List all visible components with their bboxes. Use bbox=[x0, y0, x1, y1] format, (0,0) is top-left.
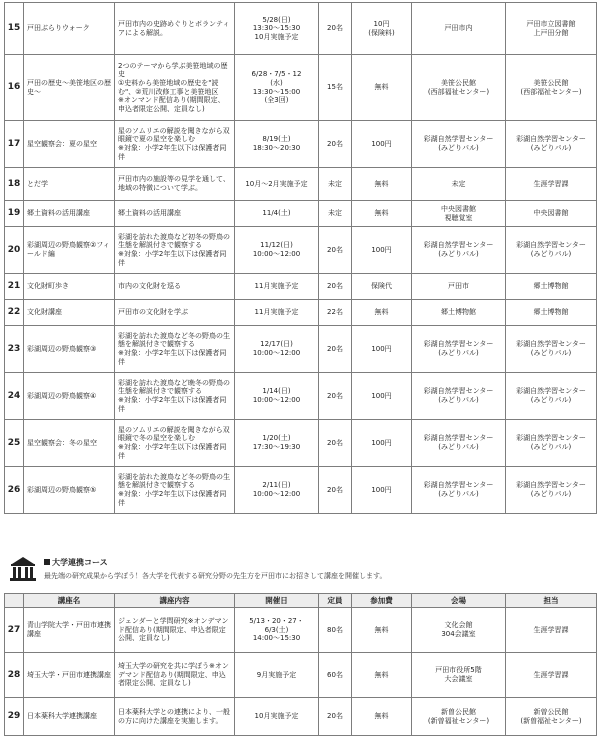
course-fee-text: 10円 (保険料) bbox=[368, 19, 395, 37]
table-row bbox=[5, 420, 597, 467]
row-number-text: 23 bbox=[7, 343, 21, 354]
row-number bbox=[5, 420, 24, 467]
course-fee bbox=[352, 326, 412, 373]
course-content bbox=[115, 698, 235, 736]
course-fee bbox=[352, 201, 412, 227]
course-content bbox=[115, 373, 235, 420]
course-capacity bbox=[319, 201, 352, 227]
course-venue bbox=[412, 373, 506, 420]
row-number-text: 19 bbox=[7, 208, 21, 219]
course-organizer bbox=[506, 467, 597, 514]
table-row bbox=[5, 201, 597, 227]
course-date-text: 11/4(土) bbox=[262, 209, 291, 218]
row-number bbox=[5, 201, 24, 227]
course-venue bbox=[412, 121, 506, 168]
course-title-text: 彩湖周辺の野鳥観察③ bbox=[27, 344, 97, 353]
course-content-text: 星のソムリエの解説を聞きながら双眼鏡で冬の星空を楽しむ ※対象：小学2年生以下は保護者同伴 bbox=[118, 425, 230, 460]
row-number bbox=[5, 168, 24, 201]
table-row bbox=[5, 3, 597, 55]
row-number-text: 29 bbox=[7, 711, 21, 722]
course-organizer bbox=[506, 420, 597, 467]
table-row bbox=[5, 121, 597, 168]
course-fee bbox=[352, 168, 412, 201]
course-capacity-text: 15名 bbox=[327, 83, 343, 92]
course-date-text: 2/11(日) 10:00～12:00 bbox=[252, 481, 301, 498]
course-organizer bbox=[506, 653, 597, 698]
course-organizer bbox=[506, 698, 597, 736]
row-number-text: 27 bbox=[7, 624, 21, 635]
course-title-text: 文化財町歩き bbox=[27, 282, 69, 291]
course-organizer bbox=[506, 121, 597, 168]
course-date-text: 10月実施予定 bbox=[254, 712, 299, 721]
course-organizer bbox=[506, 201, 597, 227]
course-content-text: 戸田市の文化財を学ぶ bbox=[118, 308, 188, 317]
course-date-text: 9月実施予定 bbox=[256, 670, 297, 679]
course-capacity bbox=[319, 467, 352, 514]
row-number bbox=[5, 3, 24, 55]
course-capacity bbox=[319, 300, 352, 326]
course-date-text: 11月実施予定 bbox=[254, 308, 299, 317]
table-header-row bbox=[5, 594, 597, 608]
course-date-text: 5/13・20・27・ 6/3(土) 14:00～15:30 bbox=[249, 617, 304, 643]
course-organizer-text: 生涯学習課 bbox=[533, 179, 569, 188]
header-fee: 参加費 bbox=[352, 594, 412, 608]
course-title bbox=[24, 168, 115, 201]
course-content-text: ジェンダーと学問研究※オンデマンド配信あり(期間限定、申込者限定公開、定員なし) bbox=[118, 617, 229, 643]
header-title: 講座名 bbox=[24, 594, 115, 608]
course-fee bbox=[352, 373, 412, 420]
course-content bbox=[115, 300, 235, 326]
course-title bbox=[24, 698, 115, 736]
course-venue bbox=[412, 326, 506, 373]
row-number bbox=[5, 274, 24, 300]
course-venue-text: 彩湖自然学習センター (みどりパル) bbox=[423, 481, 494, 498]
course-capacity-text: 20名 bbox=[327, 344, 343, 353]
course-fee-text: 100円 bbox=[371, 139, 392, 148]
course-organizer bbox=[506, 608, 597, 653]
course-venue-text: 文化会館 304会議室 bbox=[441, 621, 476, 638]
course-title bbox=[24, 227, 115, 274]
course-capacity bbox=[319, 121, 352, 168]
table-row bbox=[5, 227, 597, 274]
course-venue bbox=[412, 300, 506, 326]
course-fee-text: 無料 bbox=[374, 83, 389, 92]
course-content bbox=[115, 3, 235, 55]
course-content bbox=[115, 467, 235, 514]
course-venue bbox=[412, 608, 506, 653]
course-venue-text: 中央図書館 視聴覚室 bbox=[441, 204, 476, 222]
course-organizer bbox=[506, 300, 597, 326]
row-number-text: 25 bbox=[7, 437, 21, 448]
row-number-text: 17 bbox=[7, 138, 21, 149]
course-organizer-text: 美笹公民館 (西部福祉センター) bbox=[520, 78, 582, 96]
course-venue bbox=[412, 168, 506, 201]
header-capacity: 定員 bbox=[319, 594, 352, 608]
course-venue bbox=[412, 201, 506, 227]
course-title bbox=[24, 467, 115, 514]
course-venue-text: 新曽公民館 (新曽福祉センター) bbox=[427, 707, 490, 725]
row-number bbox=[5, 373, 24, 420]
row-number bbox=[5, 326, 24, 373]
course-title bbox=[24, 326, 115, 373]
course-content bbox=[115, 227, 235, 274]
course-date-text: 10月～2月実施予定 bbox=[245, 179, 308, 188]
course-date bbox=[235, 608, 319, 653]
course-capacity bbox=[319, 420, 352, 467]
course-capacity bbox=[319, 608, 352, 653]
course-organizer bbox=[506, 274, 597, 300]
course-fee-text: 無料 bbox=[374, 712, 389, 721]
course-capacity-text: 未定 bbox=[328, 209, 342, 218]
course-content bbox=[115, 168, 235, 201]
course-date bbox=[235, 420, 319, 467]
course-date bbox=[235, 168, 319, 201]
course-title bbox=[24, 201, 115, 227]
course-date bbox=[235, 300, 319, 326]
row-number-text: 20 bbox=[7, 244, 21, 255]
course-organizer-text: 彩湖自然学習センター (みどりパル) bbox=[516, 481, 586, 498]
row-number-text: 18 bbox=[7, 178, 21, 189]
row-number bbox=[5, 121, 24, 168]
course-content-text: 彩湖を訪れた渡鳥など初冬の野鳥の生態を解説付きで観察する ※対象：小学2年生以下は保護者同伴 bbox=[118, 232, 230, 267]
course-fee bbox=[352, 698, 412, 736]
course-fee bbox=[352, 300, 412, 326]
course-capacity-text: 未定 bbox=[328, 179, 342, 188]
course-date bbox=[235, 274, 319, 300]
course-content bbox=[115, 653, 235, 698]
course-content bbox=[115, 326, 235, 373]
course-title bbox=[24, 274, 115, 300]
course-content-text: 戸田市内の施設等の見学を通して、地域の特徴について学ぶ。 bbox=[118, 175, 230, 192]
course-capacity-text: 22名 bbox=[327, 308, 343, 317]
university-course-table bbox=[4, 593, 597, 736]
course-fee bbox=[352, 608, 412, 653]
course-date bbox=[235, 121, 319, 168]
row-number bbox=[5, 55, 24, 121]
course-organizer-text: 生涯学習課 bbox=[533, 625, 569, 634]
row-number-text: 24 bbox=[7, 390, 21, 401]
course-title bbox=[24, 653, 115, 698]
course-organizer-text: 郷土博物館 bbox=[533, 308, 569, 317]
course-table bbox=[4, 2, 597, 514]
section-description: 最先端の研究成果から学ぼう！各大学を代表する研究分野の先生方を戸田市にお招きして講座を開催します。 bbox=[44, 572, 387, 580]
course-capacity-text: 80名 bbox=[327, 625, 343, 634]
course-organizer-text: 彩湖自然学習センター (みどりパル) bbox=[516, 387, 586, 404]
course-title bbox=[24, 608, 115, 653]
course-content-text: 戸田市内の史跡めぐりとボランティアによる解説。 bbox=[118, 19, 230, 37]
course-organizer-text: 新曽公民館 (新曽福祉センター) bbox=[520, 707, 582, 725]
course-capacity-text: 20名 bbox=[327, 485, 343, 494]
course-capacity bbox=[319, 168, 352, 201]
course-capacity-text: 60名 bbox=[327, 670, 343, 679]
course-organizer-text: 中央図書館 bbox=[533, 209, 569, 218]
course-content bbox=[115, 55, 235, 121]
course-capacity bbox=[319, 3, 352, 55]
course-fee-text: 無料 bbox=[374, 308, 389, 317]
course-content-text: 彩湖を訪れた渡鳥など冬の野鳥の生態を解説付きで観察する ※対象：小学2年生以下は保護者同伴 bbox=[118, 472, 230, 507]
course-fee bbox=[352, 653, 412, 698]
course-title-text: 戸田ぶらりウォーク bbox=[27, 24, 90, 33]
course-fee bbox=[352, 467, 412, 514]
course-venue-text: 彩湖自然学習センター (みどりパル) bbox=[423, 434, 494, 451]
course-capacity bbox=[319, 373, 352, 420]
course-fee-text: 無料 bbox=[374, 625, 389, 634]
course-capacity bbox=[319, 227, 352, 274]
course-fee-text: 100円 bbox=[371, 391, 392, 400]
course-title-text: とだ学 bbox=[27, 179, 48, 188]
row-number bbox=[5, 467, 24, 514]
course-date-text: 11/12(日) 10:00～12:00 bbox=[252, 241, 301, 258]
course-title-text: 郷土資料の活用講座 bbox=[27, 209, 90, 218]
course-content bbox=[115, 201, 235, 227]
course-venue-text: 彩湖自然学習センター (みどりパル) bbox=[423, 340, 494, 357]
course-fee-text: 無料 bbox=[374, 670, 389, 679]
course-capacity bbox=[319, 274, 352, 300]
course-venue bbox=[412, 698, 506, 736]
course-venue-text: 戸田市 bbox=[448, 282, 469, 291]
course-content bbox=[115, 608, 235, 653]
course-date bbox=[235, 653, 319, 698]
course-title bbox=[24, 55, 115, 121]
course-date bbox=[235, 227, 319, 274]
course-date bbox=[235, 55, 319, 121]
course-content-text: 埼玉大学の研究を共に学ぼう※オンデマンド配信あり(期間限定、申込者限定公開、定員なし) bbox=[118, 662, 229, 688]
row-number bbox=[5, 653, 24, 698]
course-venue-text: 彩湖自然学習センター (みどりパル) bbox=[423, 387, 494, 404]
course-date-text: 5/28(日) 13:30～15:30 10月実施予定 bbox=[252, 15, 301, 41]
course-content bbox=[115, 420, 235, 467]
course-organizer bbox=[506, 55, 597, 121]
table-row bbox=[5, 300, 597, 326]
course-organizer-text: 彩湖自然学習センター (みどりパル) bbox=[516, 434, 586, 451]
course-venue bbox=[412, 55, 506, 121]
course-capacity bbox=[319, 326, 352, 373]
course-fee bbox=[352, 274, 412, 300]
course-fee bbox=[352, 121, 412, 168]
course-capacity bbox=[319, 653, 352, 698]
course-title-text: 彩湖周辺の野鳥観察②フィールド編 bbox=[27, 241, 110, 258]
course-date-text: 1/14(日) 10:00～12:00 bbox=[252, 387, 301, 404]
course-fee bbox=[352, 55, 412, 121]
course-date bbox=[235, 3, 319, 55]
course-fee-text: 無料 bbox=[374, 179, 389, 188]
course-capacity-text: 20名 bbox=[327, 282, 343, 291]
course-content-text: 日本薬科大学との連携により、一般の方に向けた講座を実施します。 bbox=[118, 707, 230, 725]
course-fee-text: 保険代 bbox=[371, 282, 392, 291]
course-capacity-text: 20名 bbox=[327, 391, 343, 400]
course-date-text: 12/17(日) 10:00～12:00 bbox=[252, 340, 301, 357]
course-date-text: 6/28・7/5・12 (水) 13:30～15:00 (全3回) bbox=[251, 70, 302, 105]
university-section-header bbox=[8, 553, 594, 589]
course-capacity-text: 20名 bbox=[327, 245, 343, 254]
course-capacity bbox=[319, 698, 352, 736]
course-organizer bbox=[506, 227, 597, 274]
row-number-text: 15 bbox=[7, 23, 21, 34]
header-venue: 会場 bbox=[412, 594, 506, 608]
course-venue-text: 戸田市内 bbox=[444, 24, 473, 33]
course-capacity-text: 20名 bbox=[327, 139, 343, 148]
header-organizer: 担当 bbox=[506, 594, 597, 608]
course-organizer bbox=[506, 3, 597, 55]
course-fee-text: 無料 bbox=[374, 209, 389, 218]
section-title: 大学連携コース bbox=[52, 558, 108, 567]
course-content-text: 2つのテーマから学ぶ美笹地域の歴史 ①史料から美笹地域の歴史を"読む"、②荒川改修工事と美笹地区 ※オンマンド配信あり(期間限定、申込者限定公開、定員なし) bbox=[118, 61, 228, 113]
table-row bbox=[5, 326, 597, 373]
course-date bbox=[235, 698, 319, 736]
course-date bbox=[235, 467, 319, 514]
course-organizer bbox=[506, 326, 597, 373]
course-organizer-text: 彩湖自然学習センター (みどりパル) bbox=[516, 135, 586, 152]
course-organizer-text: 戸田市立図書館 上戸田分館 bbox=[526, 19, 576, 37]
course-fee-text: 100円 bbox=[371, 438, 392, 447]
course-venue bbox=[412, 467, 506, 514]
course-fee-text: 100円 bbox=[371, 485, 392, 494]
course-title-text: 星空観察会：夏の星空 bbox=[27, 139, 97, 148]
course-title bbox=[24, 373, 115, 420]
course-date bbox=[235, 373, 319, 420]
course-date-text: 11月実施予定 bbox=[254, 282, 299, 291]
course-content bbox=[115, 121, 235, 168]
course-capacity-text: 20名 bbox=[327, 438, 343, 447]
course-organizer bbox=[506, 168, 597, 201]
course-fee-text: 100円 bbox=[371, 245, 392, 254]
course-capacity bbox=[319, 55, 352, 121]
course-date-text: 1/20(土) 17:30～19:30 bbox=[252, 434, 301, 451]
row-number bbox=[5, 300, 24, 326]
course-organizer-text: 郷土博物館 bbox=[533, 282, 569, 291]
course-title-text: 戸田の歴史～美笹地区の歴史～ bbox=[27, 78, 111, 96]
course-title-text: 彩湖周辺の野鳥観察⑤ bbox=[27, 485, 97, 494]
table-row bbox=[5, 698, 597, 736]
course-venue-text: 未定 bbox=[451, 179, 466, 188]
course-fee bbox=[352, 227, 412, 274]
row-number-text: 22 bbox=[7, 307, 21, 318]
table-row bbox=[5, 653, 597, 698]
row-number bbox=[5, 698, 24, 736]
course-title bbox=[24, 121, 115, 168]
course-content bbox=[115, 274, 235, 300]
course-date-text: 8/19(土) 18:30～20:30 bbox=[252, 135, 301, 152]
row-number-text: 21 bbox=[7, 281, 21, 292]
course-fee bbox=[352, 420, 412, 467]
course-content-text: 彩湖を訪れた渡鳥など晩冬の野鳥の生態を解説付きで観察する ※対象：小学2年生以下は保護者同伴 bbox=[118, 378, 230, 413]
course-title-text: 彩湖周辺の野鳥観察④ bbox=[27, 391, 97, 400]
row-number bbox=[5, 608, 24, 653]
header-date: 開催日 bbox=[235, 594, 319, 608]
course-organizer-text: 生涯学習課 bbox=[533, 670, 569, 679]
table-row bbox=[5, 467, 597, 514]
course-content-text: 郷土資料の活用講座 bbox=[118, 209, 181, 218]
table-row bbox=[5, 55, 597, 121]
table-row bbox=[5, 168, 597, 201]
header-no bbox=[5, 594, 24, 608]
row-number-text: 16 bbox=[7, 82, 21, 93]
course-date bbox=[235, 326, 319, 373]
university-building-icon bbox=[8, 555, 38, 583]
course-fee bbox=[352, 3, 412, 55]
table-row bbox=[5, 608, 597, 653]
course-title-text: 文化財講座 bbox=[27, 308, 62, 317]
course-venue bbox=[412, 3, 506, 55]
course-venue-text: 彩湖自然学習センター (みどりパル) bbox=[423, 135, 494, 152]
course-organizer-text: 彩湖自然学習センター (みどりパル) bbox=[516, 340, 586, 357]
course-date bbox=[235, 201, 319, 227]
course-capacity-text: 20名 bbox=[327, 24, 343, 33]
course-title-text: 日本薬科大学連携講座 bbox=[27, 712, 97, 721]
course-content-text: 市内の文化財を巡る bbox=[118, 282, 181, 291]
course-title bbox=[24, 420, 115, 467]
row-number-text: 28 bbox=[7, 669, 21, 680]
row-number bbox=[5, 227, 24, 274]
table-row bbox=[5, 373, 597, 420]
course-venue bbox=[412, 274, 506, 300]
course-capacity-text: 20名 bbox=[327, 712, 343, 721]
course-organizer bbox=[506, 373, 597, 420]
course-venue-text: 戸田市役所5階 大会議室 bbox=[435, 666, 482, 683]
course-title bbox=[24, 3, 115, 55]
course-venue bbox=[412, 653, 506, 698]
course-content-text: 彩湖を訪れた渡鳥など冬の野鳥の生態を解説付きで観察する ※対象：小学2年生以下は保護者同伴 bbox=[118, 331, 230, 366]
course-organizer-text: 彩湖自然学習センター (みどりパル) bbox=[516, 241, 586, 258]
course-venue-text: 彩湖自然学習センター (みどりパル) bbox=[423, 241, 494, 258]
row-number-text: 26 bbox=[7, 484, 21, 495]
course-venue-text: 郷土博物館 bbox=[441, 308, 476, 317]
course-title bbox=[24, 300, 115, 326]
course-title-text: 埼玉大学・戸田市連携講座 bbox=[27, 670, 111, 679]
table-row bbox=[5, 274, 597, 300]
course-venue bbox=[412, 420, 506, 467]
course-content-text: 星のソムリエの解説を聞きながら双眼鏡で夏の星空を楽しむ ※対象：小学2年生以下は保護者同伴 bbox=[118, 126, 230, 161]
course-title-text: 星空観察会：冬の星空 bbox=[27, 438, 97, 447]
course-venue bbox=[412, 227, 506, 274]
header-content: 講座内容 bbox=[115, 594, 235, 608]
course-venue-text: 美笹公民館 (西部福祉センター) bbox=[427, 78, 490, 96]
course-title-text: 青山学院大学・戸田市連携講座 bbox=[27, 621, 111, 638]
course-fee-text: 100円 bbox=[371, 344, 392, 353]
